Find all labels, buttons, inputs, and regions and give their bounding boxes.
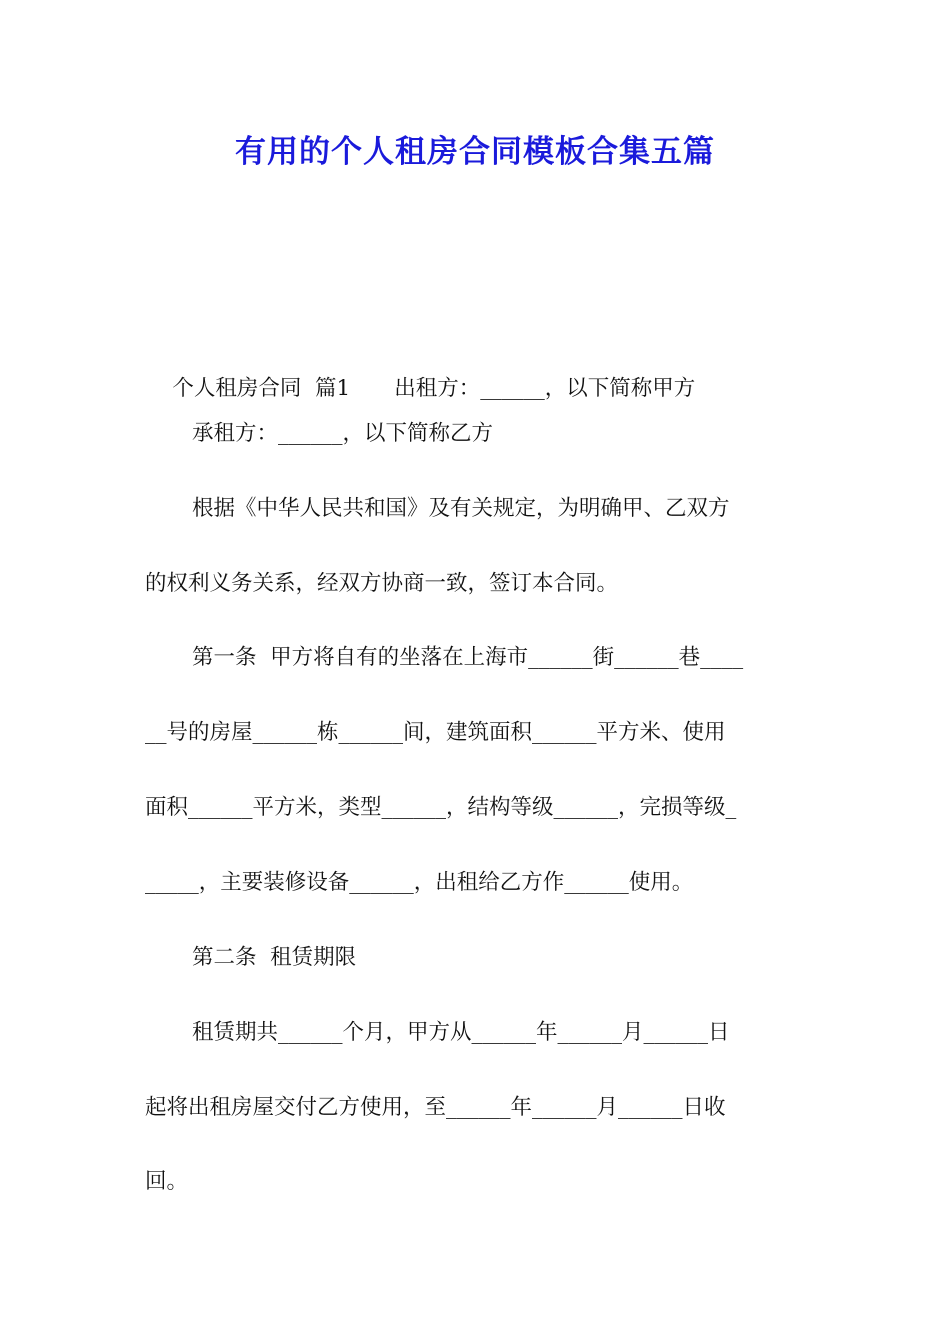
article-1-line-4: _____，主要装修设备______，出租给乙方作______使用。 [145, 870, 694, 895]
article-1-line-1: 第一条 甲方将自有的坐落在上海市______街______巷____ [192, 645, 744, 670]
lease-term-line-2: 起将出租房屋交付乙方使用，至______年______月______日收 [145, 1095, 726, 1120]
article-2-heading: 第二条 租赁期限 [192, 945, 357, 970]
section-heading: 个人租房合同 篇1 [172, 376, 351, 401]
article-1-line-3: 面积______平方米，类型______，结构等级______，完损等级_ [145, 795, 737, 820]
paragraph-basis-line-2: 的权利义务关系，经双方协商一致，签订本合同。 [145, 571, 619, 596]
document-title: 有用的个人租房合同模板合集五篇 [235, 134, 715, 170]
lease-term-line-1: 租赁期共______个月，甲方从______年______月______日 [192, 1020, 730, 1045]
lease-term-line-3: 回。 [145, 1169, 189, 1194]
lessor-line: 出租方：______，以下简称甲方 [394, 376, 696, 401]
article-1-line-2: __号的房屋______栋______间，建筑面积______平方米、使用 [145, 720, 726, 745]
lessee-line: 承租方：______，以下简称乙方 [192, 421, 494, 446]
paragraph-basis-line-1: 根据《中华人民共和国》及有关规定，为明确甲、乙双方 [192, 496, 730, 521]
